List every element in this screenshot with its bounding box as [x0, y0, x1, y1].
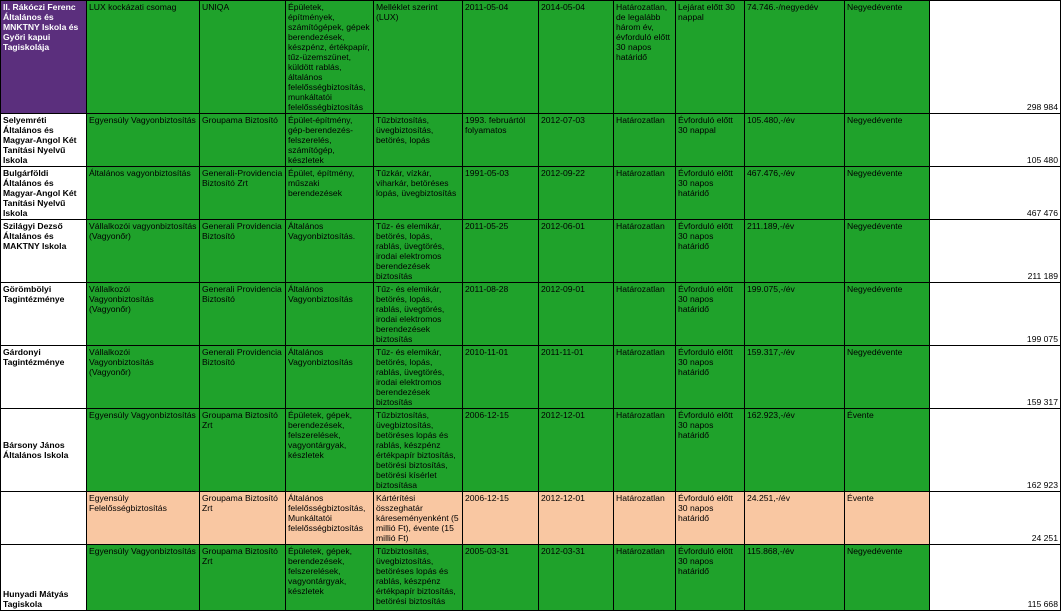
insurance-type: Egyensúly Vagyonbiztosítás — [87, 545, 200, 611]
fee: 162.923,-/év — [745, 409, 845, 492]
insurer: Groupama Biztosító — [200, 114, 286, 167]
table-row — [1, 346, 1061, 409]
start-date: 1991-05-03 — [463, 167, 539, 220]
sum: 211 189 — [930, 220, 1061, 283]
termination: Évforduló előtt 30 napos határidő — [676, 283, 745, 346]
duration: Határozatlan, de legalább három év, évforduló előtt 30 napos határidő — [614, 1, 676, 114]
fee: 115.868,-/év — [745, 545, 845, 611]
termination: Évforduló előtt 30 napos határidő — [676, 409, 745, 492]
duration: Határozatlan — [614, 545, 676, 611]
insurance-type: Vállalkozói Vagyonbiztosítás (Vagyonőr) — [87, 283, 200, 346]
fee: 199.075,-/év — [745, 283, 845, 346]
end-date: 2012-09-01 — [539, 283, 614, 346]
duration: Határozatlan — [614, 492, 676, 545]
fee: 467.476,-/év — [745, 167, 845, 220]
table-row — [1, 283, 1061, 346]
end-date: 2012-06-01 — [539, 220, 614, 283]
fee: 105.480,-/év — [745, 114, 845, 167]
insured-object: Épület-építmény, gép-berendezés-felszerelés, számítógép, készletek — [286, 114, 374, 167]
start-date: 2011-05-04 — [463, 1, 539, 114]
end-date: 2012-03-31 — [539, 545, 614, 611]
start-date: 2006-12-15 — [463, 409, 539, 492]
school-name: II. Rákóczi Ferenc Általános és MNKTNY Iskola és Győri kapui Tagiskolája — [1, 1, 87, 114]
table-row — [1, 114, 1061, 167]
termination: Évforduló előtt 30 napos határidő — [676, 167, 745, 220]
termination: Évforduló előtt 30 napos határidő — [676, 492, 745, 545]
insurance-type: Vállalkozói Vagyonbiztosítás (Vagyonőr) — [87, 346, 200, 409]
risks: Tűz- és elemikár, betörés, lopás, rablás, üvegtörés, irodai elektromos berendezések biztosítás — [374, 283, 463, 346]
end-date: 2014-05-04 — [539, 1, 614, 114]
sum: 115 668 — [930, 545, 1061, 611]
start-date: 2010-11-01 — [463, 346, 539, 409]
sum: 467 476 — [930, 167, 1061, 220]
school-name: Selyemréti Általános és Magyar-Angol Két Tanítási Nyelvű Iskola — [1, 114, 87, 167]
insurer: Generali Providencia Biztosító — [200, 220, 286, 283]
termination: Évforduló előtt 30 napos határidő — [676, 220, 745, 283]
end-date: 2012-12-01 — [539, 409, 614, 492]
table-row — [1, 492, 1061, 545]
payment: Negyedévente — [845, 545, 930, 611]
start-date: 1993. februártól folyamatos — [463, 114, 539, 167]
fee: 24.251,-/év — [745, 492, 845, 545]
risks: Tűzbiztosítás, üvegbiztosítás, betörés, lopás — [374, 114, 463, 167]
insurer: Groupama Biztosító Zrt — [200, 409, 286, 492]
table-row — [1, 220, 1061, 283]
insurance-type: Egyensúly Vagyonbiztosítás — [87, 409, 200, 492]
school-name: Bársony János Általános Iskola — [1, 409, 87, 492]
risks: Tűzbiztosítás, üvegbiztosítás, betöréses lopás és rablás, készpénz értékpapír biztosítás, betörési biztosítás, betörési kísérlet biztosítása — [374, 409, 463, 492]
payment: Negyedévente — [845, 114, 930, 167]
school-name: Gárdonyi Tagintézménye — [1, 346, 87, 409]
end-date: 2012-09-22 — [539, 167, 614, 220]
duration: Határozatlan — [614, 409, 676, 492]
sum: 199 075 — [930, 283, 1061, 346]
risks: Tűz- és elemikár, betörés, lopás, rablás, üvegtörés, irodai elektromos berendezések biztosítás — [374, 220, 463, 283]
sum: 24 251 — [930, 492, 1061, 545]
insurance-type: Egyensúly Felelősségbiztosítás — [87, 492, 200, 545]
payment: Negyedévente — [845, 220, 930, 283]
insurance-type: Egyensúly Vagyonbiztosítás — [87, 114, 200, 167]
end-date: 2011-11-01 — [539, 346, 614, 409]
insurer: Generali Providencia Biztosító — [200, 346, 286, 409]
school-name — [1, 492, 87, 545]
sum: 105 480 — [930, 114, 1061, 167]
table-row — [1, 545, 1061, 611]
school-name: Görömbölyi Tagintézménye — [1, 283, 87, 346]
fee: 211.189,-/év — [745, 220, 845, 283]
sum — [930, 1, 1061, 114]
school-name: Bulgárföldi Általános és Magyar-Angol Két Tanítási Nyelvű Iskola — [1, 167, 87, 220]
school-name: Hunyadi Mátyás Tagiskola — [1, 545, 87, 611]
termination: Évforduló előtt 30 nappal — [676, 114, 745, 167]
insurance-type: LUX kockázati csomag — [87, 1, 200, 114]
insured-object: Általános Vagyonbiztosítás. — [286, 220, 374, 283]
payment: Negyedévente — [845, 1, 930, 114]
insured-object: Általános felelősségbiztosítás, Munkáltatói felelősségbiztosítás — [286, 492, 374, 545]
sum-value: 298 984 — [1026, 102, 1058, 112]
start-date: 2006-12-15 — [463, 492, 539, 545]
insured-object: Épületek, gépek, berendezések, felszerelések, vagyontárgyak, készletek — [286, 409, 374, 492]
duration: Határozatlan — [614, 167, 676, 220]
insurance-type: Vállalkozói vagyonbiztosítás (Vagyonőr) — [87, 220, 200, 283]
fee: 159.317,-/év — [745, 346, 845, 409]
termination: Lejárat előtt 30 nappal — [676, 1, 745, 114]
insurer: Groupama Biztosító Zrt — [200, 545, 286, 611]
risks: Melléklet szerint (LUX) — [374, 1, 463, 114]
payment: Évente — [845, 492, 930, 545]
insured-object: Általános Vagyonbiztosítás — [286, 346, 374, 409]
termination: Évforduló előtt 30 napos határidő — [676, 545, 745, 611]
insured-object: Épületek, építmények, számítógépek, gépek berendezések, készpénz, értékpapír, tűz-üzemszünet, küldött rablás, általános felelősségbiztosítás, munkáltatói felelősségbiztosítás — [286, 1, 374, 114]
duration: Határozatlan — [614, 283, 676, 346]
school-name: Szilágyi Dezső Általános és MAKTNY Iskola — [1, 220, 87, 283]
risks: Tűz- és elemikár, betörés, lopás, rablás, üvegtörés, irodai elektromos berendezések biztosítás — [374, 346, 463, 409]
insurer: Generali Providencia Biztosító — [200, 283, 286, 346]
risks: Tűzbiztosítás, üvegbiztosítás, betöréses lopás és rablás, készpénz értékpapír biztosítás, betörési biztosítás — [374, 545, 463, 611]
fee: 74.746.-/negyedév — [745, 1, 845, 114]
end-date: 2012-12-01 — [539, 492, 614, 545]
start-date: 2011-08-28 — [463, 283, 539, 346]
duration: Határozatlan — [614, 220, 676, 283]
sum: 159 317 — [930, 346, 1061, 409]
table-row — [1, 409, 1061, 492]
payment: Évente — [845, 409, 930, 492]
insurance-type: Általános vagyonbiztosítás — [87, 167, 200, 220]
insurer: Generali-Providencia Biztosító Zrt — [200, 167, 286, 220]
payment: Negyedévente — [845, 346, 930, 409]
table-row — [1, 1, 1061, 114]
risks: Tűzkár, vízkár, viharkár, betöréses lopás, üvegbiztosítás — [374, 167, 463, 220]
start-date: 2005-03-31 — [463, 545, 539, 611]
start-date: 2011-05-25 — [463, 220, 539, 283]
duration: Határozatlan — [614, 346, 676, 409]
insured-object: Épületek, gépek, berendezések, felszerelések, vagyontárgyak, készletek — [286, 545, 374, 611]
risks: Kártérítési összeghatár káreseményenként (5 millió Ft), évente (15 millió Ft) — [374, 492, 463, 545]
duration: Határozatlan — [614, 114, 676, 167]
payment: Negyedévente — [845, 283, 930, 346]
end-date: 2012-07-03 — [539, 114, 614, 167]
payment: Negyedévente — [845, 167, 930, 220]
insurer: Groupama Biztosító Zrt — [200, 492, 286, 545]
insurer: UNIQA — [200, 1, 286, 114]
sum: 162 923 — [930, 409, 1061, 492]
insured-object: Épület, építmény, műszaki berendezések — [286, 167, 374, 220]
table-row — [1, 167, 1061, 220]
termination: Évforduló előtt 30 napos határidő — [676, 346, 745, 409]
insured-object: Általános Vagyonbiztosítás — [286, 283, 374, 346]
